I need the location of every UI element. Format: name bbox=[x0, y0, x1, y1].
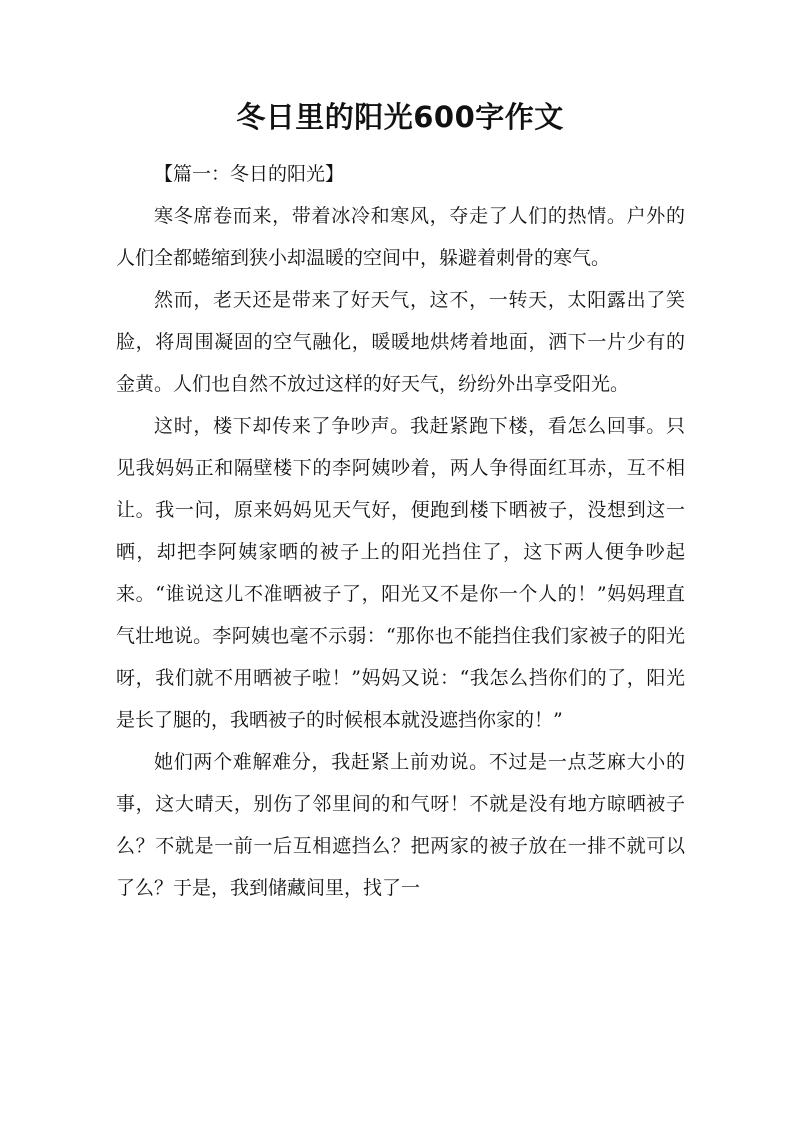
paragraph-2: 然而，老天还是带来了好天气，这不，一转天，太阳露出了笑脸，将周围凝固的空气融化，暖暖地烘烤着地面，洒下一片少有的金黄。人们也自然不放过这样的好天气，纷纷外出享受阳光。 bbox=[116, 289, 685, 395]
section-heading: 【篇一：冬日的阳光】 bbox=[154, 163, 345, 185]
document-body bbox=[116, 153, 685, 909]
paragraph-3: 这时，楼下却传来了争吵声。我赶紧跑下楼，看怎么回事。只见我妈妈正和隔壁楼下的李阿姨吵着，两人争得面红耳赤，互不相让。我一问，原来妈妈见天气好，便跑到楼下晒被子，没想到这一晒，却把李阿姨家晒的被子上的阳光挡住了，这下两人便争吵起来。“谁说这儿不准晒被子了，阳光又不是你一个人的！”妈妈理直气壮地说。李阿姨也毫不示弱：“那你也不能挡住我们家被子的阳光呀，我们就不用晒被子啦！”妈妈又说：“我怎么挡你们的了，阳光是长了腿的，我晒被子的时候根本就没遮挡你家的！” bbox=[116, 415, 685, 731]
paragraph-4: 她们两个难解难分，我赶紧上前劝说。不过是一点芝麻大小的事，这大晴天，别伤了邻里间的和气呀！不就是没有地方晾晒被子么？不就是一前一后互相遮挡么？把两家的被子放在一排不就可以了么？于是，我到储藏间里，找了一 bbox=[116, 751, 685, 899]
document-title: 冬日里的阳光600字作文 bbox=[236, 100, 564, 134]
paragraph-1: 寒冬席卷而来，带着冰冷和寒风，夺走了人们的热情。户外的人们全都蜷缩到狭小却温暖的空间中，躲避着刺骨的寒气。 bbox=[116, 205, 685, 269]
